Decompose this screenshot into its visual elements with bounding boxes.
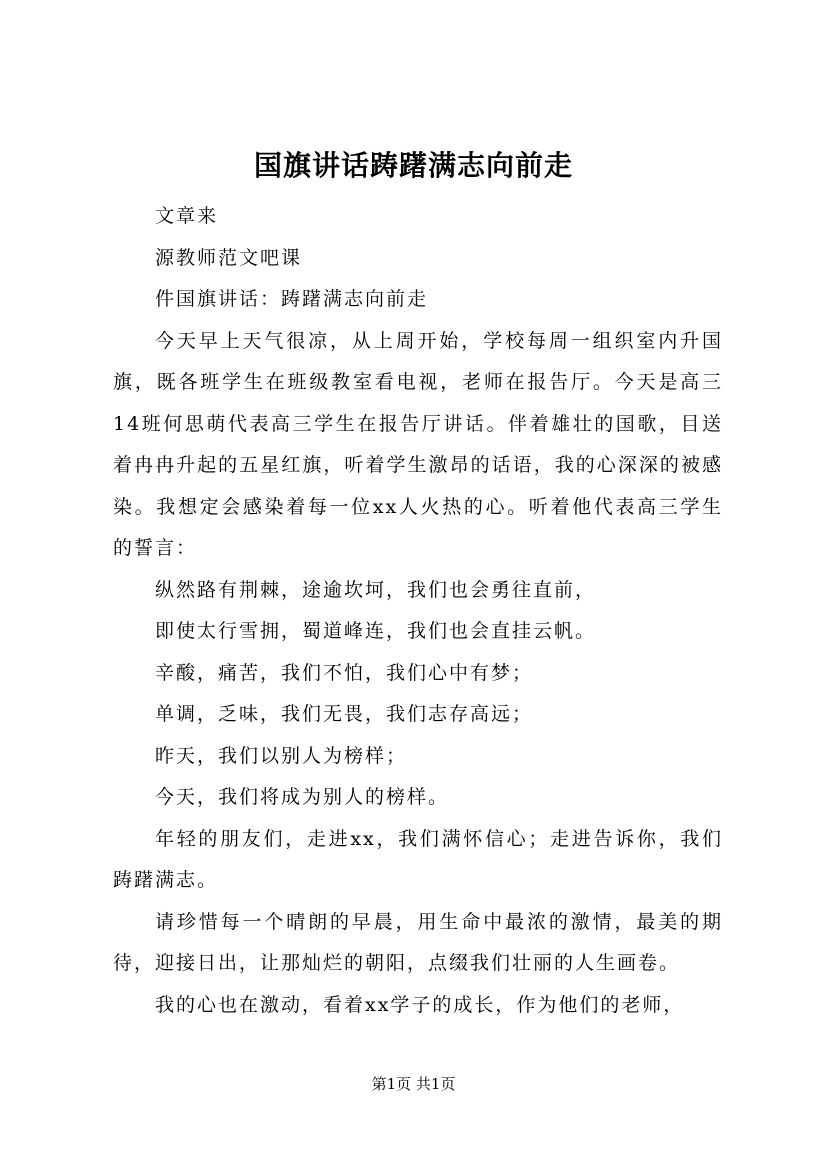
paragraph: 件国旗讲话：踌躇满志向前走 (155, 288, 429, 310)
paragraph: 请珍惜每一个晴朗的早晨，用生命中最浓的激情，最美的期待，迎接日出，让那灿烂的朝阳，点缀我们壮丽的人生画卷。 (113, 910, 723, 974)
paragraph: 年轻的朋友们，走进xx，我们满怀信心；走进告诉你，我们踌躇满志。 (113, 827, 723, 891)
paragraph: 昨天，我们以别人为榜样； (155, 744, 408, 767)
paragraph: 源教师范文吧课 (155, 246, 303, 269)
paragraph: 单调，乏味，我们无畏，我们志存高远； (155, 703, 534, 725)
page-title: 国旗讲话踌躇满志向前走 (253, 149, 573, 182)
page-footer: 第1页 共1页 (371, 1075, 456, 1093)
paragraph: 即使太行雪拥，蜀道峰连，我们也会直挂云帆。 (155, 620, 597, 642)
paragraph: 我的心也在激动，看着xx学子的成长，作为他们的老师， (155, 993, 685, 1016)
paragraph: 今天早上天气很凉，从上周开始，学校每周一组织室内升国旗，既各班学生在班级教室看电视，老师在报告厅。今天是高三14班何思萌代表高三学生在报告厅讲话。伴着雄壮的国歌，目送着冉冉升起的五星红旗，听着学生激昂的话语，我的心深深的被感染。我想定会感染着每一位xx人火热的心。听着他代表高三学生的誓言： (113, 329, 723, 559)
paragraph: 纵然路有荆棘，途逾坎坷，我们也会勇往直前， (155, 578, 597, 601)
paragraph: 今天，我们将成为别人的榜样。 (155, 786, 450, 808)
paragraph: 辛酸，痛苦，我们不怕，我们心中有梦； (155, 661, 534, 684)
document-body (113, 196, 723, 1026)
paragraph: 文章来 (155, 205, 219, 227)
